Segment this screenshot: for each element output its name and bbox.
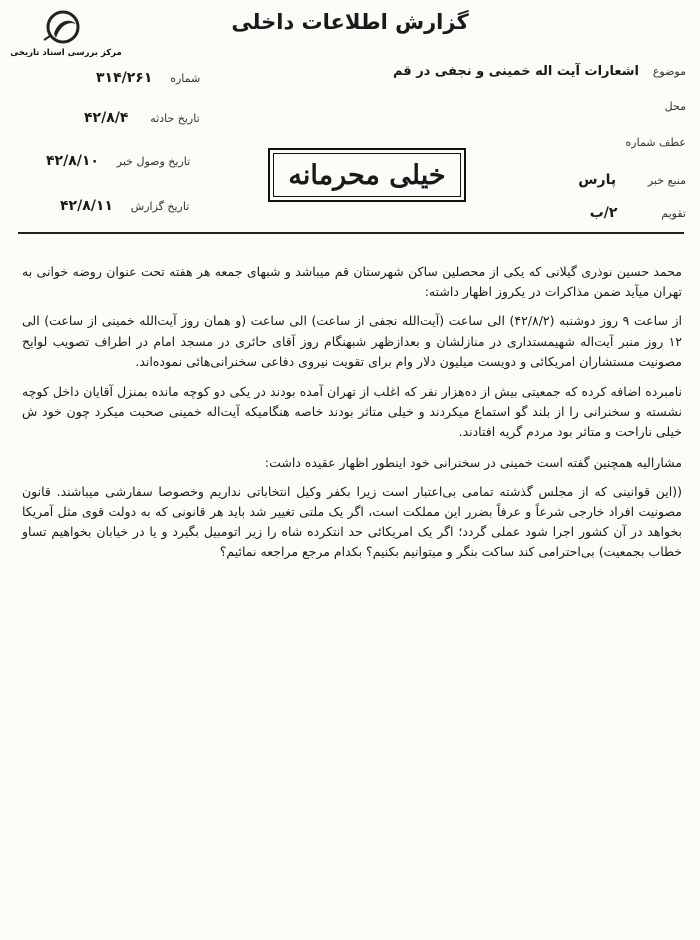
- body-paragraph-1: محمد حسین نوذری گیلانی که یکی از محصلین ساکن شهرستان قم میباشد و شبهای جمعه هر هفته تحت عنوان روضه خوانی به تهران میآید ضمن مذاکرات در یکروز اظهار داشته:: [22, 264, 682, 300]
- report-date-field: [60, 198, 189, 214]
- number-field: [96, 70, 200, 86]
- source-value: پارس: [578, 172, 617, 188]
- stamp-inner-border: [273, 153, 461, 197]
- receipt-date-field: [46, 153, 190, 169]
- reference-field: [626, 135, 686, 149]
- header-divider: [18, 232, 684, 234]
- subject-field: [393, 64, 686, 79]
- receipt-date-value: ۴۲/۸/۱۰: [46, 153, 99, 169]
- top-secret-stamp: [268, 148, 466, 202]
- source-field: [578, 172, 686, 188]
- subject-value: اشعارات آیت اله خمینی و نجفی در قم: [392, 64, 639, 79]
- archive-logo-text: مرکز بررسی اسناد تاریخی: [10, 48, 122, 58]
- event-date-field: [84, 110, 200, 126]
- report-title: گزارش اطلاعات داخلی: [231, 10, 469, 34]
- evaluation-label: تقویم: [661, 207, 686, 220]
- report-date-value: ۴۲/۸/۱۱: [60, 198, 113, 214]
- body-paragraph-2: از ساعت ۹ روز دوشنبه (۴۲/۸/۲) الی ساعت (آیت‌الله نجفی از ساعت) الی ساعت (و همان روز آیت‌الله خمینی از ساعت) الی ۱۲ روز منبر آیت‌اله شهیمستداری در منازلشان و بعدازظهر شبهنگام روز آقای حائری در مسجد امام در اطراف تصویب لوایح مصونیت مستشاران امریکائی و دویست میلیون دلار وام برای تقویت نیروی دفاعی سخنرانی‌هائی نموده‌اند.: [22, 313, 682, 369]
- number-label: شماره: [170, 72, 201, 85]
- evaluation-value: ۲/ب: [589, 205, 618, 221]
- report-body: [22, 262, 682, 572]
- source-label: منبع خبر: [647, 174, 686, 187]
- stamp-text: خیلی محرمانه: [288, 159, 446, 191]
- body-paragraph-4: مشارالیه همچنین گفته است خمینی در سخنرانی خود اینطور اظهار عقیده داشت:: [264, 454, 682, 470]
- place-label: محل: [664, 100, 686, 113]
- subject-label: موضوع: [652, 65, 686, 78]
- body-paragraph-3: نامبرده اضافه کرده که جمعیتی بیش از ده‌هزار نفر که اغلب از تهران آمده بودند در یکی دو کوچه مانده بمنزل آقایان داخل کوچه نشسته و سخنرانی را از بلند گو استماع میکردند و خیلی متاثر بودند خاصه هنگامیکه آیت‌اله خمینی صحبت میکرد چون خود ش خیلی ناراحت و متاثر بود مردم گریه افتادند.: [22, 384, 682, 440]
- report-date-label: تاریخ گزارش: [130, 200, 190, 213]
- reference-label: عطف شماره: [625, 136, 686, 149]
- event-date-value: ۴۲/۸/۴: [84, 110, 129, 126]
- body-paragraph-5: ((این قوانینی که از مجلس گذشته تمامی بی‌اعتبار است زیرا بکفر وکیل انتخاباتی نداریم وخصوصا سفارشی میباشند. قانون مصونیت افراد خارجی شرعاً و عرفاً بضرر این مملکت است، اگر یک ملتی تغییر شد باید هر قانونی که به دولت قوی مثل آمریکا بخواهد در آن کشور اجرا شود عملی گردد؛ اگر یک امریکائی حد انتکرده شاه را زیر اتومبیل بگیرد و یا در خیابان بخواهیم تساو خطاب بجمعیت) بی‌احترامی کند ساکت بنگر و میتوانیم بکنیم؟ بکدام مرجع مراجعه نمائیم؟: [22, 483, 682, 560]
- event-date-label: تاریخ حادثه: [150, 112, 200, 125]
- receipt-date-label: تاریخ وصول خبر: [116, 155, 191, 168]
- number-value: ۳۱۴/۲۶۱: [96, 70, 153, 86]
- evaluation-field: [590, 205, 686, 221]
- place-field: [665, 99, 686, 113]
